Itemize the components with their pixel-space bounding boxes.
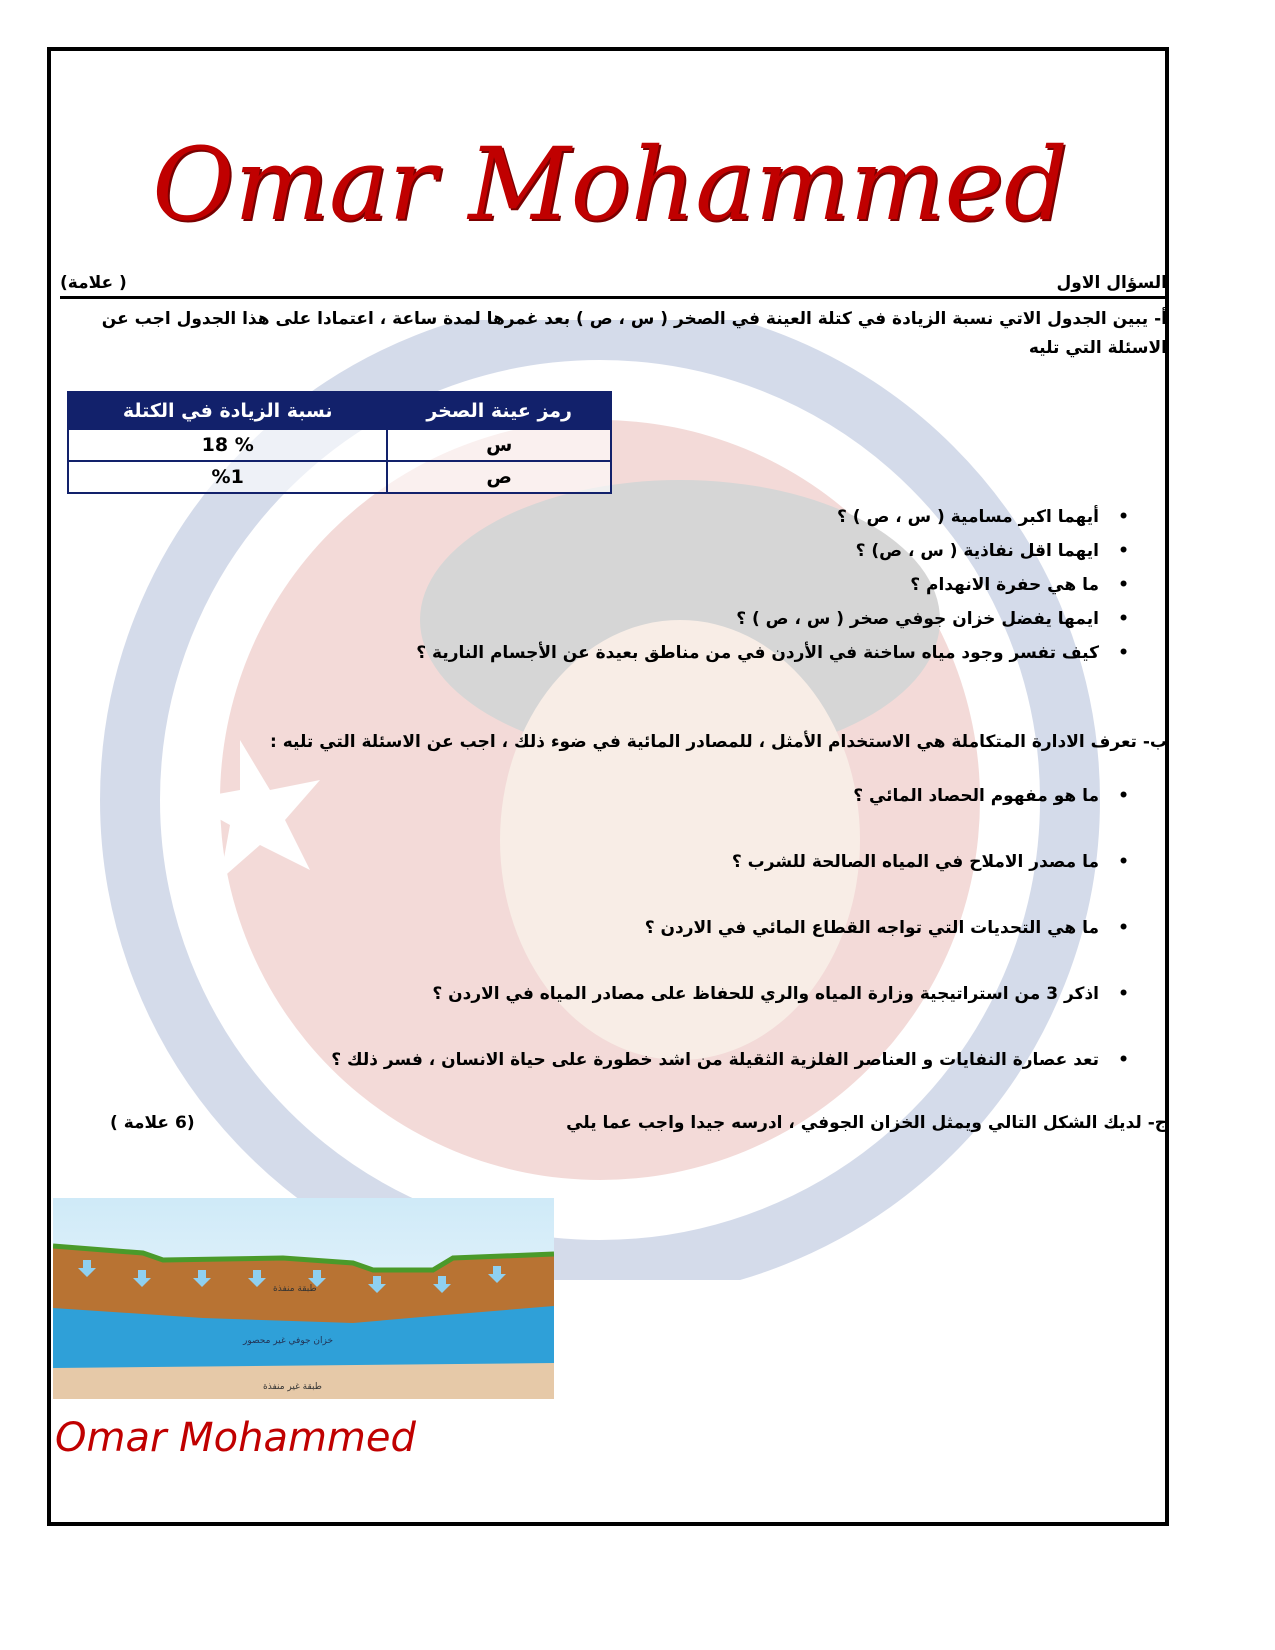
part-c-marks: (6 علامة ) (110, 1113, 195, 1133)
aquifer-diagram (53, 1198, 554, 1399)
question-title: السؤال الاول (1056, 273, 1167, 293)
table-wrapper (60, 391, 1167, 494)
part-c-row (60, 1109, 1167, 1138)
part-c-intro: ج- لديك الشكل التالي ويمثل الخزان الجوفي ، ادرسه جيدا واجب عما يلي (566, 1113, 1167, 1133)
question-marks: ( علامة) (60, 273, 127, 293)
diagram-label: طبقة غير منفذة (263, 1382, 322, 1392)
part-a-questions (60, 500, 1167, 670)
table-header: رمز عينة الصخر (387, 392, 611, 429)
rock-sample-table (67, 391, 612, 494)
exam-content (55, 272, 1167, 1463)
part-a-intro: أ- يبين الجدول الاتي نسبة الزيادة في كتلة العينة في الصخر ( س ، ص ) بعد غمرها لمدة ساعة ، اعتمادا على هذا الجدول اجب عن الاسئلة التي تليه (101, 309, 1167, 358)
table-row (68, 429, 611, 461)
table-cell: %1 (68, 461, 387, 493)
list-item: • ما هي التحديات التي تواجه القطاع المائي في الاردن ؟ (60, 911, 1135, 945)
list-item: • ما هي حفرة الانهدام ؟ (60, 568, 1135, 602)
list-item: • ما مصدر الاملاح في المياه الصالحة للشرب ؟ (60, 845, 1135, 879)
diagram-label: خزان جوفي غير محصور (243, 1336, 334, 1346)
list-item: • كيف تفسر وجود مياه ساخنة في الأردن في من مناطق بعيدة عن الأجسام النارية ؟ (60, 636, 1135, 670)
table-cell: ص (387, 461, 611, 493)
list-item: • ايهما اقل نفاذية ( س ، ص) ؟ (60, 534, 1135, 568)
diagram-label: طبقة منفذة (273, 1284, 317, 1294)
table-cell: س (387, 429, 611, 461)
part-b-questions (60, 779, 1167, 1077)
list-item: • اذكر 3 من استراتيجية وزارة المياه والري للحفاظ على مصادر المياه في الاردن ؟ (60, 977, 1135, 1011)
table-row (68, 461, 611, 493)
part-b-intro: ب- تعرف الادارة المتكاملة هي الاستخدام الأمثل ، للمصادر المائية في ضوء ذلك ، اجب عن الاسئلة التي تليه : (270, 732, 1167, 752)
table-cell: % 18 (68, 429, 387, 461)
logo-title: Omar Mohammed (152, 126, 1068, 243)
list-item: • أيهما اكبر مسامية ( س ، ص ) ؟ (60, 500, 1135, 534)
list-item: • ايمها يفضل خزان جوفي صخر ( س ، ص ) ؟ (60, 602, 1135, 636)
question-header (60, 272, 1167, 299)
signature: Omar Mohammed (55, 1415, 416, 1461)
diagram-wrapper (60, 1198, 1167, 1399)
list-item: • ما هو مفهوم الحصاد المائي ؟ (60, 779, 1135, 813)
table-header: نسبة الزيادة في الكتلة (68, 392, 387, 429)
list-item: • تعد عصارة النفايات و العناصر الفلزية الثقيلة من اشد خطورة على حياة الانسان ، فسر ذلك ؟ (60, 1043, 1135, 1077)
